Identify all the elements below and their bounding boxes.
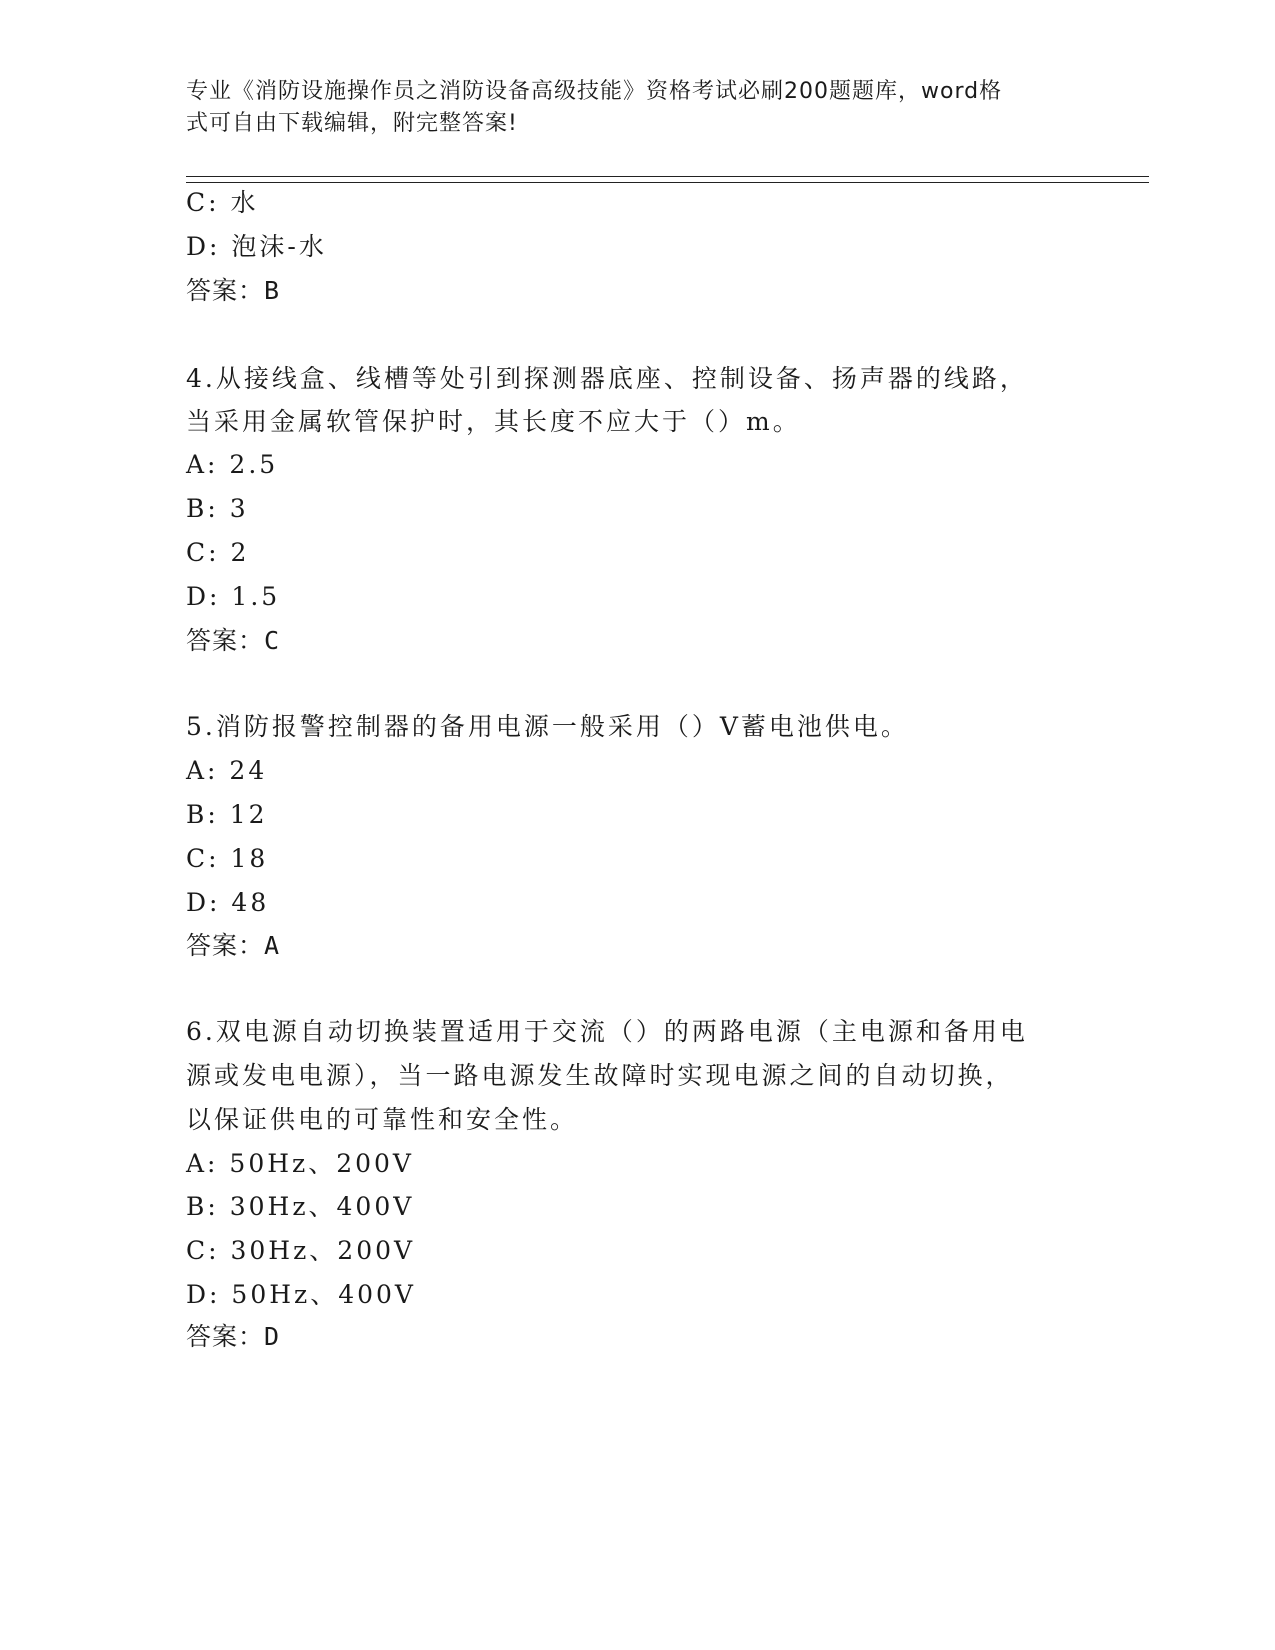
question-6-line-1: 6.双电源自动切换装置适用于交流（）的两路电源（主电源和备用电 (186, 1017, 1028, 1046)
answer-line (186, 276, 280, 306)
answer-value: A (264, 931, 281, 960)
question-4-option-d: D: 1.5 (186, 582, 281, 611)
question-6-option-d: D: 50Hz、400V (186, 1280, 416, 1309)
question-4-option-a: A: 2.5 (186, 450, 279, 479)
document-header (186, 76, 1066, 140)
option-c: C: 水 (186, 188, 259, 217)
question-4-line-1: 4.从接线盒、线槽等处引到探测器底座、控制设备、扬声器的线路， (186, 364, 1028, 393)
question-5-option-a: A: 24 (186, 756, 268, 785)
question-4-line-2: 当采用金属软管保护时，其长度不应大于（）m。 (186, 407, 801, 436)
question-6-answer (186, 1322, 280, 1352)
question-5-option-d: D: 48 (186, 888, 270, 917)
answer-value: C (264, 626, 281, 655)
header-rule-top (186, 176, 1149, 177)
header-line-2: 式可自由下载编辑，附完整答案! (186, 111, 518, 136)
answer-label: 答案： (186, 931, 265, 960)
question-5-line-1: 5.消防报警控制器的备用电源一般采用（）V蓄电池供电。 (186, 712, 909, 741)
question-5-option-b: B: 12 (186, 800, 268, 829)
answer-value: D (264, 1322, 281, 1351)
question-6-option-c: C: 30Hz、200V (186, 1236, 416, 1265)
answer-label: 答案： (186, 1322, 265, 1351)
question-4-option-b: B: 3 (186, 494, 249, 523)
question-6-option-a: A: 50Hz、200V (186, 1149, 414, 1178)
question-6-line-3: 以保证供电的可靠性和安全性。 (186, 1105, 579, 1134)
question-4-answer (186, 626, 280, 656)
answer-label: 答案： (186, 626, 265, 655)
question-4-option-c: C: 2 (186, 538, 250, 567)
question-6-option-b: B: 30Hz、400V (186, 1192, 415, 1221)
answer-label: 答案： (186, 276, 265, 305)
answer-value: B (264, 276, 281, 305)
question-6-line-2: 源或发电电源），当一路电源发生故障时实现电源之间的自动切换， (186, 1061, 1014, 1090)
header-line-1: 专业《消防设施操作员之消防设备高级技能》资格考试必刷200题题库，word格 (186, 79, 1003, 104)
question-5-answer (186, 931, 280, 961)
option-d: D: 泡沫-水 (186, 232, 327, 261)
question-5-option-c: C: 18 (186, 844, 269, 873)
header-rule-bottom (186, 182, 1149, 183)
